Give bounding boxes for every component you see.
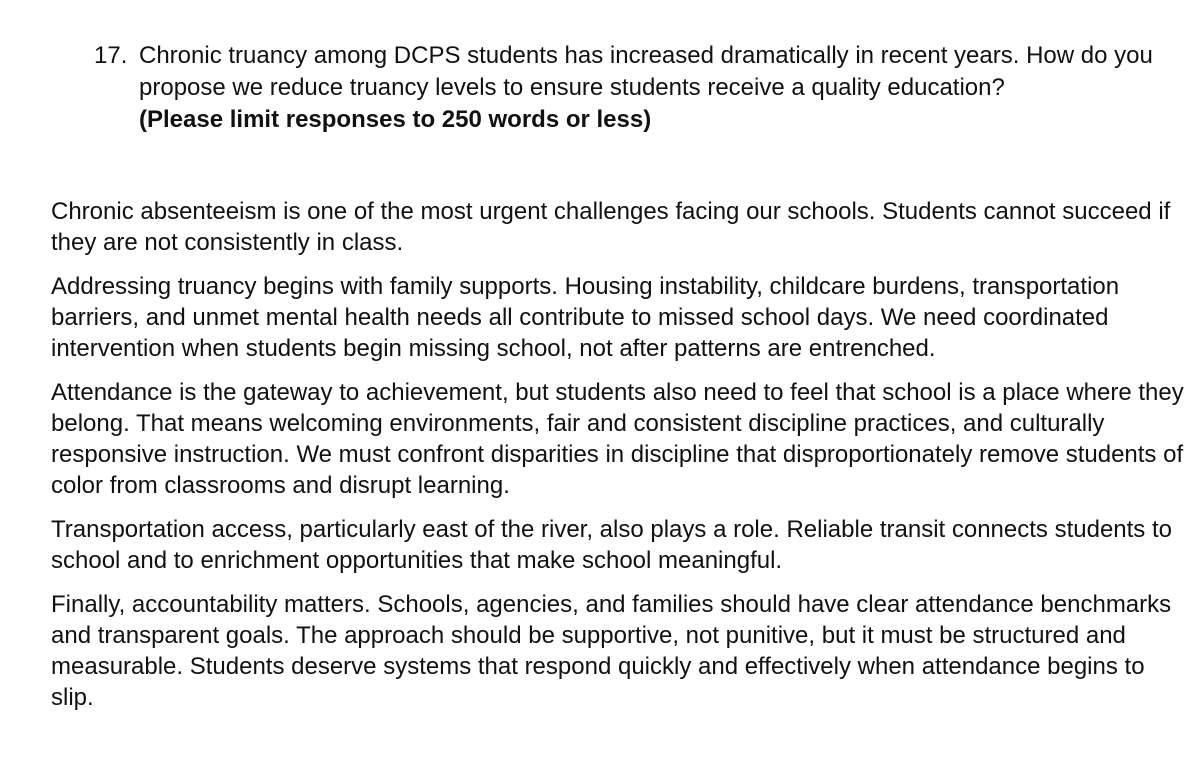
answer-paragraph-2: Addressing truancy begins with family supports. Housing instability, childcare burdens, transportation barriers, and unmet mental health needs all contribute to missed school days. We need coordinated intervention when students begin missing school, not after patterns are entrenched. [51,273,1120,362]
answer-paragraph-3: Attendance is the gateway to achievement, but students also need to feel that school is a place where they belong. That means welcoming environments, fair and consistent discipline practices, and culturally responsive instruction. We must confront disparities in discipline that disproportionately remove students of color from classrooms and disrupt learning. [51,379,1184,499]
answer-paragraph-5: Finally, accountability matters. Schools, agencies, and families should have clear attendance benchmarks and transparent goals. The approach should be supportive, not punitive, but it must be structured and measurable. Students deserve systems that respond quickly and effectively when attendance begins to slip. [51,591,1172,711]
question-body [139,40,1184,136]
answer-section [51,196,1191,726]
question-number: 17. [94,42,128,69]
question-text: Chronic truancy among DCPS students has increased dramatically in recent years. How do you propose we reduce truancy levels to ensure students receive a quality education? [139,42,1153,101]
answer-paragraph-1: Chronic absenteeism is one of the most urgent challenges facing our schools. Students cannot succeed if they are not consistently in class. [51,198,1171,256]
question-item [94,40,1184,136]
answer-paragraph-4: Transportation access, particularly east of the river, also plays a role. Reliable transit connects students to school and to enrichment opportunities that make school meaningful. [51,516,1172,574]
question-word-limit-note: (Please limit responses to 250 words or less) [139,106,652,133]
